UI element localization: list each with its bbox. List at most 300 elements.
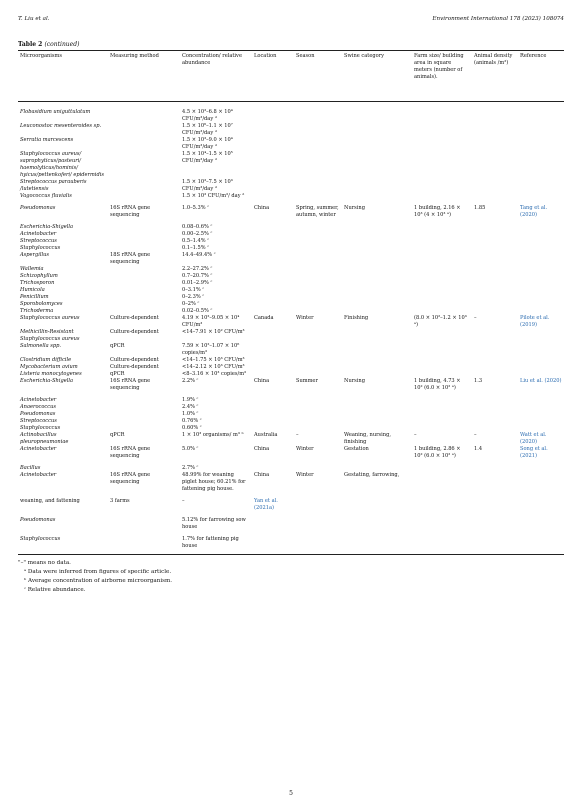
table-cell bbox=[18, 446, 108, 460]
table-cell bbox=[412, 280, 472, 287]
table-cell bbox=[252, 287, 294, 294]
table-cell bbox=[180, 364, 252, 371]
table-cell bbox=[18, 273, 108, 280]
cell-text: 16S rRNA gene sequencing bbox=[110, 472, 151, 485]
cell-text: 1 building, 2.16 × 10³ (4 × 10³ ᵃ) bbox=[414, 205, 461, 218]
table-cell bbox=[412, 411, 472, 418]
table-cell bbox=[412, 404, 472, 411]
table-row bbox=[18, 432, 564, 446]
table-cell bbox=[180, 238, 252, 245]
table-cell bbox=[252, 418, 294, 425]
table-cell bbox=[18, 308, 108, 315]
table-cell bbox=[252, 294, 294, 301]
table-cell bbox=[252, 432, 294, 446]
table-cell bbox=[180, 179, 252, 193]
table-cell bbox=[180, 219, 252, 231]
table-cell bbox=[18, 123, 108, 137]
cell-text: 48.99% for weaning piglet house; 60.21% for fattening pig house. bbox=[182, 472, 246, 492]
table-cell bbox=[294, 315, 342, 329]
table-cell bbox=[342, 273, 412, 280]
table-cell bbox=[180, 493, 252, 512]
table-cell bbox=[18, 531, 108, 555]
table-cell bbox=[252, 493, 294, 512]
microorganism-name: Wallemia bbox=[20, 266, 44, 272]
cell-text: qPCR bbox=[110, 432, 125, 438]
table-cell bbox=[252, 245, 294, 252]
table-cell bbox=[180, 280, 252, 287]
table-cell bbox=[472, 493, 518, 512]
table-cell bbox=[252, 123, 294, 137]
footnote: ᵃ Data were inferred from figures of specific article. bbox=[24, 569, 172, 575]
table-cell bbox=[180, 418, 252, 425]
table-cell bbox=[294, 252, 342, 266]
table-cell bbox=[252, 357, 294, 364]
table-cell bbox=[412, 392, 472, 404]
cell-text: 0–2% ᶜ bbox=[182, 301, 200, 307]
table-cell bbox=[294, 512, 342, 531]
table-cell bbox=[18, 301, 108, 308]
column-header: Measuring method bbox=[108, 51, 180, 102]
table-cell bbox=[342, 252, 412, 266]
table-cell bbox=[252, 371, 294, 378]
table-cell bbox=[18, 200, 108, 219]
table-cell bbox=[108, 329, 180, 343]
table-footnotes bbox=[18, 559, 173, 595]
table-row bbox=[18, 252, 564, 266]
table-cell bbox=[294, 219, 342, 231]
microorganism-name: Methicillin-Resistant Staphylococcus aureus bbox=[20, 329, 80, 342]
cell-text: Culture-dependent bbox=[110, 329, 159, 335]
table-cell bbox=[18, 280, 108, 287]
table-cell bbox=[108, 493, 180, 512]
table-row bbox=[18, 245, 564, 252]
table-cell bbox=[108, 137, 180, 151]
cell-text: Spring, summer, autumn, winter bbox=[296, 205, 339, 218]
cell-text: Winter bbox=[296, 472, 314, 478]
table-cell bbox=[294, 294, 342, 301]
table-cell bbox=[412, 137, 472, 151]
cell-text: 1.5 × 10³–7.5 × 10³ CFU/m³/day ᵈ bbox=[182, 179, 233, 192]
microorganism-name: Schizophyllum bbox=[20, 273, 58, 279]
table-cell bbox=[342, 308, 412, 315]
table-cell bbox=[180, 287, 252, 294]
table-cell bbox=[412, 329, 472, 343]
table-cell bbox=[180, 102, 252, 124]
microorganism-name: Flobasidium uniguttulatum bbox=[20, 109, 91, 115]
table-cell bbox=[342, 219, 412, 231]
table-cell bbox=[180, 266, 252, 273]
table-cell bbox=[412, 231, 472, 238]
table-cell bbox=[180, 151, 252, 179]
table-cell bbox=[518, 531, 564, 555]
table-cell bbox=[472, 294, 518, 301]
table-cell bbox=[518, 200, 564, 219]
table-cell bbox=[472, 512, 518, 531]
microorganism-name: Sporobolomyces bbox=[20, 301, 63, 307]
cell-text: China bbox=[254, 472, 270, 478]
cell-text: 7.59 × 10²–1.07 × 10⁶ copies/m³ bbox=[182, 343, 240, 356]
microorganism-name: Escherichia-Shigella bbox=[20, 378, 74, 384]
table-row bbox=[18, 280, 564, 287]
table-cell bbox=[518, 493, 564, 512]
table-cell bbox=[518, 364, 564, 371]
table-cell bbox=[252, 193, 294, 200]
table-row bbox=[18, 200, 564, 219]
table-cell bbox=[18, 493, 108, 512]
table-cell bbox=[252, 238, 294, 245]
reference-link[interactable]: Tang et al. (2020) bbox=[520, 205, 548, 218]
microorganism-name: Acinetobacter bbox=[20, 446, 57, 452]
table-cell bbox=[412, 273, 472, 280]
table-cell bbox=[412, 102, 472, 124]
table-cell bbox=[472, 123, 518, 137]
table-row bbox=[18, 404, 564, 411]
data-table bbox=[18, 50, 564, 555]
table-row bbox=[18, 287, 564, 294]
table-cell bbox=[518, 294, 564, 301]
microorganism-name: Leuconostoc mesenteroides sp. bbox=[20, 123, 102, 129]
table-cell bbox=[294, 245, 342, 252]
reference-link[interactable]: Liu et al. (2020) bbox=[520, 378, 562, 384]
table-cell bbox=[108, 472, 180, 493]
table-cell bbox=[472, 193, 518, 200]
table-cell bbox=[412, 512, 472, 531]
footnote: "–" means no data. bbox=[18, 560, 71, 566]
table-row bbox=[18, 301, 564, 308]
table-cell bbox=[518, 343, 564, 357]
table-cell bbox=[342, 123, 412, 137]
table-cell bbox=[252, 280, 294, 287]
microorganism-name: Staphylococcus aureus bbox=[20, 315, 80, 321]
page-number: 5 bbox=[289, 790, 293, 797]
table-cell bbox=[294, 193, 342, 200]
microorganism-name: Escherichia-Shigella bbox=[20, 224, 74, 230]
table-row bbox=[18, 219, 564, 231]
cell-text: 0–2.3% ᶜ bbox=[182, 294, 205, 300]
table-cell bbox=[518, 460, 564, 472]
table-cell bbox=[342, 294, 412, 301]
table-cell bbox=[412, 287, 472, 294]
table-cell bbox=[412, 378, 472, 392]
microorganism-name: Trichosporon bbox=[20, 280, 55, 286]
cell-text: 1.5 × 10³–9.0 × 10⁴ CFU/m³/day ᵈ bbox=[182, 137, 233, 150]
table-cell bbox=[342, 137, 412, 151]
table-cell bbox=[108, 273, 180, 280]
table-cell bbox=[412, 294, 472, 301]
reference-link[interactable]: Song et al. (2021) bbox=[520, 446, 548, 459]
cell-text: 14.4–49.4% ᶜ bbox=[182, 252, 216, 258]
table-cell bbox=[252, 378, 294, 392]
table-cell bbox=[342, 392, 412, 404]
table-cell bbox=[472, 102, 518, 124]
cell-text: 16S rRNA gene sequencing bbox=[110, 446, 151, 459]
table-cell bbox=[294, 343, 342, 357]
table-cell bbox=[412, 425, 472, 432]
table-cell bbox=[18, 287, 108, 294]
reference-link[interactable]: Watt et al. (2020) bbox=[520, 432, 547, 445]
table-cell bbox=[472, 378, 518, 392]
cell-text: (8.0 × 10²–1.2 × 10³ ᵃ) bbox=[414, 315, 467, 328]
table-cell bbox=[108, 252, 180, 266]
table-cell bbox=[518, 357, 564, 364]
table-cell bbox=[342, 179, 412, 193]
table-cell bbox=[342, 102, 412, 124]
table-cell bbox=[342, 364, 412, 371]
microorganism-name: Mycobacterium avium bbox=[20, 364, 78, 370]
table-cell bbox=[18, 392, 108, 404]
table-cell bbox=[342, 280, 412, 287]
table-cell bbox=[18, 266, 108, 273]
cell-text: 0.7–20.7% ᶜ bbox=[182, 273, 213, 279]
cell-text: <14–1.75 × 10³ CFU/m³ bbox=[182, 357, 245, 363]
table-cell bbox=[472, 231, 518, 238]
table-cell bbox=[518, 245, 564, 252]
table-cell bbox=[342, 531, 412, 555]
microorganism-name: Streptococcus bbox=[20, 418, 57, 424]
table-cell bbox=[18, 238, 108, 245]
table-cell bbox=[180, 392, 252, 404]
table-row bbox=[18, 418, 564, 425]
table-cell bbox=[412, 245, 472, 252]
table-cell bbox=[518, 308, 564, 315]
table-cell bbox=[472, 371, 518, 378]
cell-text: 1.9% ᶜ bbox=[182, 397, 199, 403]
table-cell bbox=[108, 460, 180, 472]
table-cell bbox=[472, 357, 518, 364]
table-caption bbox=[18, 41, 79, 48]
table-cell bbox=[412, 252, 472, 266]
cell-text: Winter bbox=[296, 446, 314, 452]
table-cell bbox=[252, 329, 294, 343]
cell-text: Winter bbox=[296, 315, 314, 321]
table-cell bbox=[18, 102, 108, 124]
table-row bbox=[18, 392, 564, 404]
table-cell bbox=[294, 404, 342, 411]
table-cell bbox=[294, 432, 342, 446]
table-cell bbox=[108, 343, 180, 357]
microorganism-name: Aspergillus bbox=[20, 252, 50, 258]
table-cell bbox=[342, 411, 412, 418]
table-cell bbox=[294, 392, 342, 404]
table-cell bbox=[180, 252, 252, 266]
table-cell bbox=[342, 418, 412, 425]
table-cell bbox=[472, 343, 518, 357]
cell-text: 0–3.1% ᶜ bbox=[182, 287, 205, 293]
table-cell bbox=[180, 329, 252, 343]
cell-text: 5.0% ᶜ bbox=[182, 446, 199, 452]
cell-text: Summer bbox=[296, 378, 318, 384]
table-cell bbox=[472, 531, 518, 555]
table-cell bbox=[412, 493, 472, 512]
table-cell bbox=[18, 512, 108, 531]
table-cell bbox=[342, 432, 412, 446]
table-cell bbox=[18, 343, 108, 357]
cell-text: 0.5–1.4% ᶜ bbox=[182, 238, 209, 244]
column-header: Farm size/ building area in square meters (number of animals). bbox=[412, 51, 472, 102]
table-cell bbox=[412, 200, 472, 219]
table-cell bbox=[108, 418, 180, 425]
table-cell bbox=[108, 151, 180, 179]
table-row bbox=[18, 446, 564, 460]
table-cell bbox=[472, 273, 518, 280]
table-cell bbox=[412, 151, 472, 179]
cell-text: Gestating, farrowing, bbox=[344, 472, 400, 478]
table-cell bbox=[18, 294, 108, 301]
table-cell bbox=[180, 357, 252, 364]
table-cell bbox=[342, 357, 412, 364]
cell-text: 2.2–27.2% ᶜ bbox=[182, 266, 213, 272]
table-row bbox=[18, 273, 564, 280]
table-cell bbox=[108, 301, 180, 308]
table-cell bbox=[18, 418, 108, 425]
microorganism-name: Staphylococcus bbox=[20, 425, 61, 431]
table-cell bbox=[180, 301, 252, 308]
table-cell bbox=[252, 315, 294, 329]
microorganism-name: Staphylococcus bbox=[20, 536, 61, 542]
table-cell bbox=[518, 411, 564, 418]
cell-text: 2.7% ᶜ bbox=[182, 465, 199, 471]
table-cell bbox=[518, 301, 564, 308]
column-header: Location bbox=[252, 51, 294, 102]
table-cell bbox=[294, 329, 342, 343]
table-cell bbox=[342, 315, 412, 329]
table-cell bbox=[342, 200, 412, 219]
table-row bbox=[18, 231, 564, 238]
cell-text: 1.0% ᶜ bbox=[182, 411, 199, 417]
table-cell bbox=[518, 231, 564, 238]
table-cell bbox=[294, 371, 342, 378]
table-cell bbox=[252, 308, 294, 315]
table-cell bbox=[252, 460, 294, 472]
table-cell bbox=[294, 493, 342, 512]
microorganism-name: Anaerococcus bbox=[20, 404, 57, 410]
table-cell bbox=[180, 411, 252, 418]
table-cell bbox=[180, 404, 252, 411]
microorganism-name: Pseudomonas bbox=[20, 205, 56, 211]
table-cell bbox=[108, 219, 180, 231]
table-cell bbox=[252, 102, 294, 124]
cell-text: 5.12% for farrowing sow house bbox=[182, 517, 246, 530]
table-row bbox=[18, 179, 564, 193]
table-cell bbox=[472, 200, 518, 219]
table-cell bbox=[180, 343, 252, 357]
cell-text: – bbox=[414, 432, 417, 438]
cell-text: 2.2% ᶜ bbox=[182, 378, 199, 384]
table-cell bbox=[18, 472, 108, 493]
cell-text: 0.01–2.9% ᶜ bbox=[182, 280, 213, 286]
table-cell bbox=[108, 102, 180, 124]
microorganism-name: Acinetobacter bbox=[20, 397, 57, 403]
table-cell bbox=[412, 357, 472, 364]
cell-text: Culture-dependent bbox=[110, 357, 159, 363]
table-cell bbox=[342, 266, 412, 273]
cell-text: 0.76% ᶜ bbox=[182, 418, 202, 424]
table-cell bbox=[180, 432, 252, 446]
table-cell bbox=[108, 512, 180, 531]
table-cell bbox=[108, 411, 180, 418]
table-cell bbox=[412, 364, 472, 371]
reference-link[interactable]: Pilote et al. (2019) bbox=[520, 315, 550, 328]
table-row bbox=[18, 308, 564, 315]
microorganism-name: weaning, and fattening bbox=[20, 498, 80, 504]
table-cell bbox=[294, 238, 342, 245]
table-cell bbox=[472, 301, 518, 308]
table-row bbox=[18, 378, 564, 392]
table-cell bbox=[342, 343, 412, 357]
table-cell bbox=[252, 411, 294, 418]
table-cell bbox=[18, 432, 108, 446]
table-cell bbox=[252, 512, 294, 531]
table-cell bbox=[518, 432, 564, 446]
column-header: Concentration/ relative abundance bbox=[180, 51, 252, 102]
table-cell bbox=[18, 231, 108, 238]
column-header: Reference bbox=[518, 51, 564, 102]
table-cell bbox=[412, 446, 472, 460]
column-header: Season bbox=[294, 51, 342, 102]
table-cell bbox=[412, 219, 472, 231]
table-cell bbox=[518, 238, 564, 245]
table-cell bbox=[518, 102, 564, 124]
table-cell bbox=[518, 404, 564, 411]
table-cell bbox=[18, 364, 108, 371]
table-cell bbox=[518, 512, 564, 531]
microorganism-name: Vagococcus fluvialis bbox=[20, 193, 72, 199]
table-cell bbox=[518, 392, 564, 404]
cell-text: 1.7% for fattening pig house bbox=[182, 536, 239, 549]
table-cell bbox=[518, 446, 564, 460]
table-cell bbox=[294, 472, 342, 493]
table-row bbox=[18, 151, 564, 179]
table-label: Table 2 bbox=[18, 41, 43, 48]
cell-text: 1 building, 2.86 × 10² (6.0 × 10² ᵃ) bbox=[414, 446, 461, 459]
table-cell bbox=[18, 425, 108, 432]
table-cell bbox=[342, 231, 412, 238]
table-cell bbox=[342, 371, 412, 378]
table-cell bbox=[294, 287, 342, 294]
table-cell bbox=[252, 446, 294, 460]
microorganism-name: Listeria monocytogenes bbox=[20, 371, 82, 377]
table-cell bbox=[108, 245, 180, 252]
table-cell bbox=[518, 179, 564, 193]
table-cell bbox=[18, 378, 108, 392]
table-row bbox=[18, 343, 564, 357]
cell-text: Australia bbox=[254, 432, 278, 438]
cell-text: 1.5 × 10⁶–1.1 × 10⁷ CFU/m³/day ᵈ bbox=[182, 123, 233, 136]
table-cell bbox=[252, 219, 294, 231]
reference-link[interactable]: Yan et al. (2021a) bbox=[254, 498, 278, 511]
table-cell bbox=[342, 301, 412, 308]
table-cell bbox=[294, 266, 342, 273]
cell-text: China bbox=[254, 378, 270, 384]
table-row bbox=[18, 102, 564, 124]
table-cell bbox=[518, 273, 564, 280]
column-header: Microorganisms bbox=[18, 51, 108, 102]
table-cell bbox=[342, 245, 412, 252]
table-cell bbox=[294, 411, 342, 418]
table-cell bbox=[294, 446, 342, 460]
table-cell bbox=[294, 280, 342, 287]
table-cell bbox=[294, 273, 342, 280]
table-cell bbox=[180, 123, 252, 137]
cell-text: 4.5 × 10³–6.8 × 10⁴ CFU/m³/day ᵈ bbox=[182, 109, 233, 122]
cell-text: Canada bbox=[254, 315, 274, 321]
column-header: Animal density (animals /m²) bbox=[472, 51, 518, 102]
microorganism-name: Streptococcus parauberis /lutetiensis bbox=[20, 179, 87, 192]
table-cell bbox=[252, 137, 294, 151]
table-cell bbox=[108, 378, 180, 392]
table-cell bbox=[108, 315, 180, 329]
table-cell bbox=[108, 179, 180, 193]
